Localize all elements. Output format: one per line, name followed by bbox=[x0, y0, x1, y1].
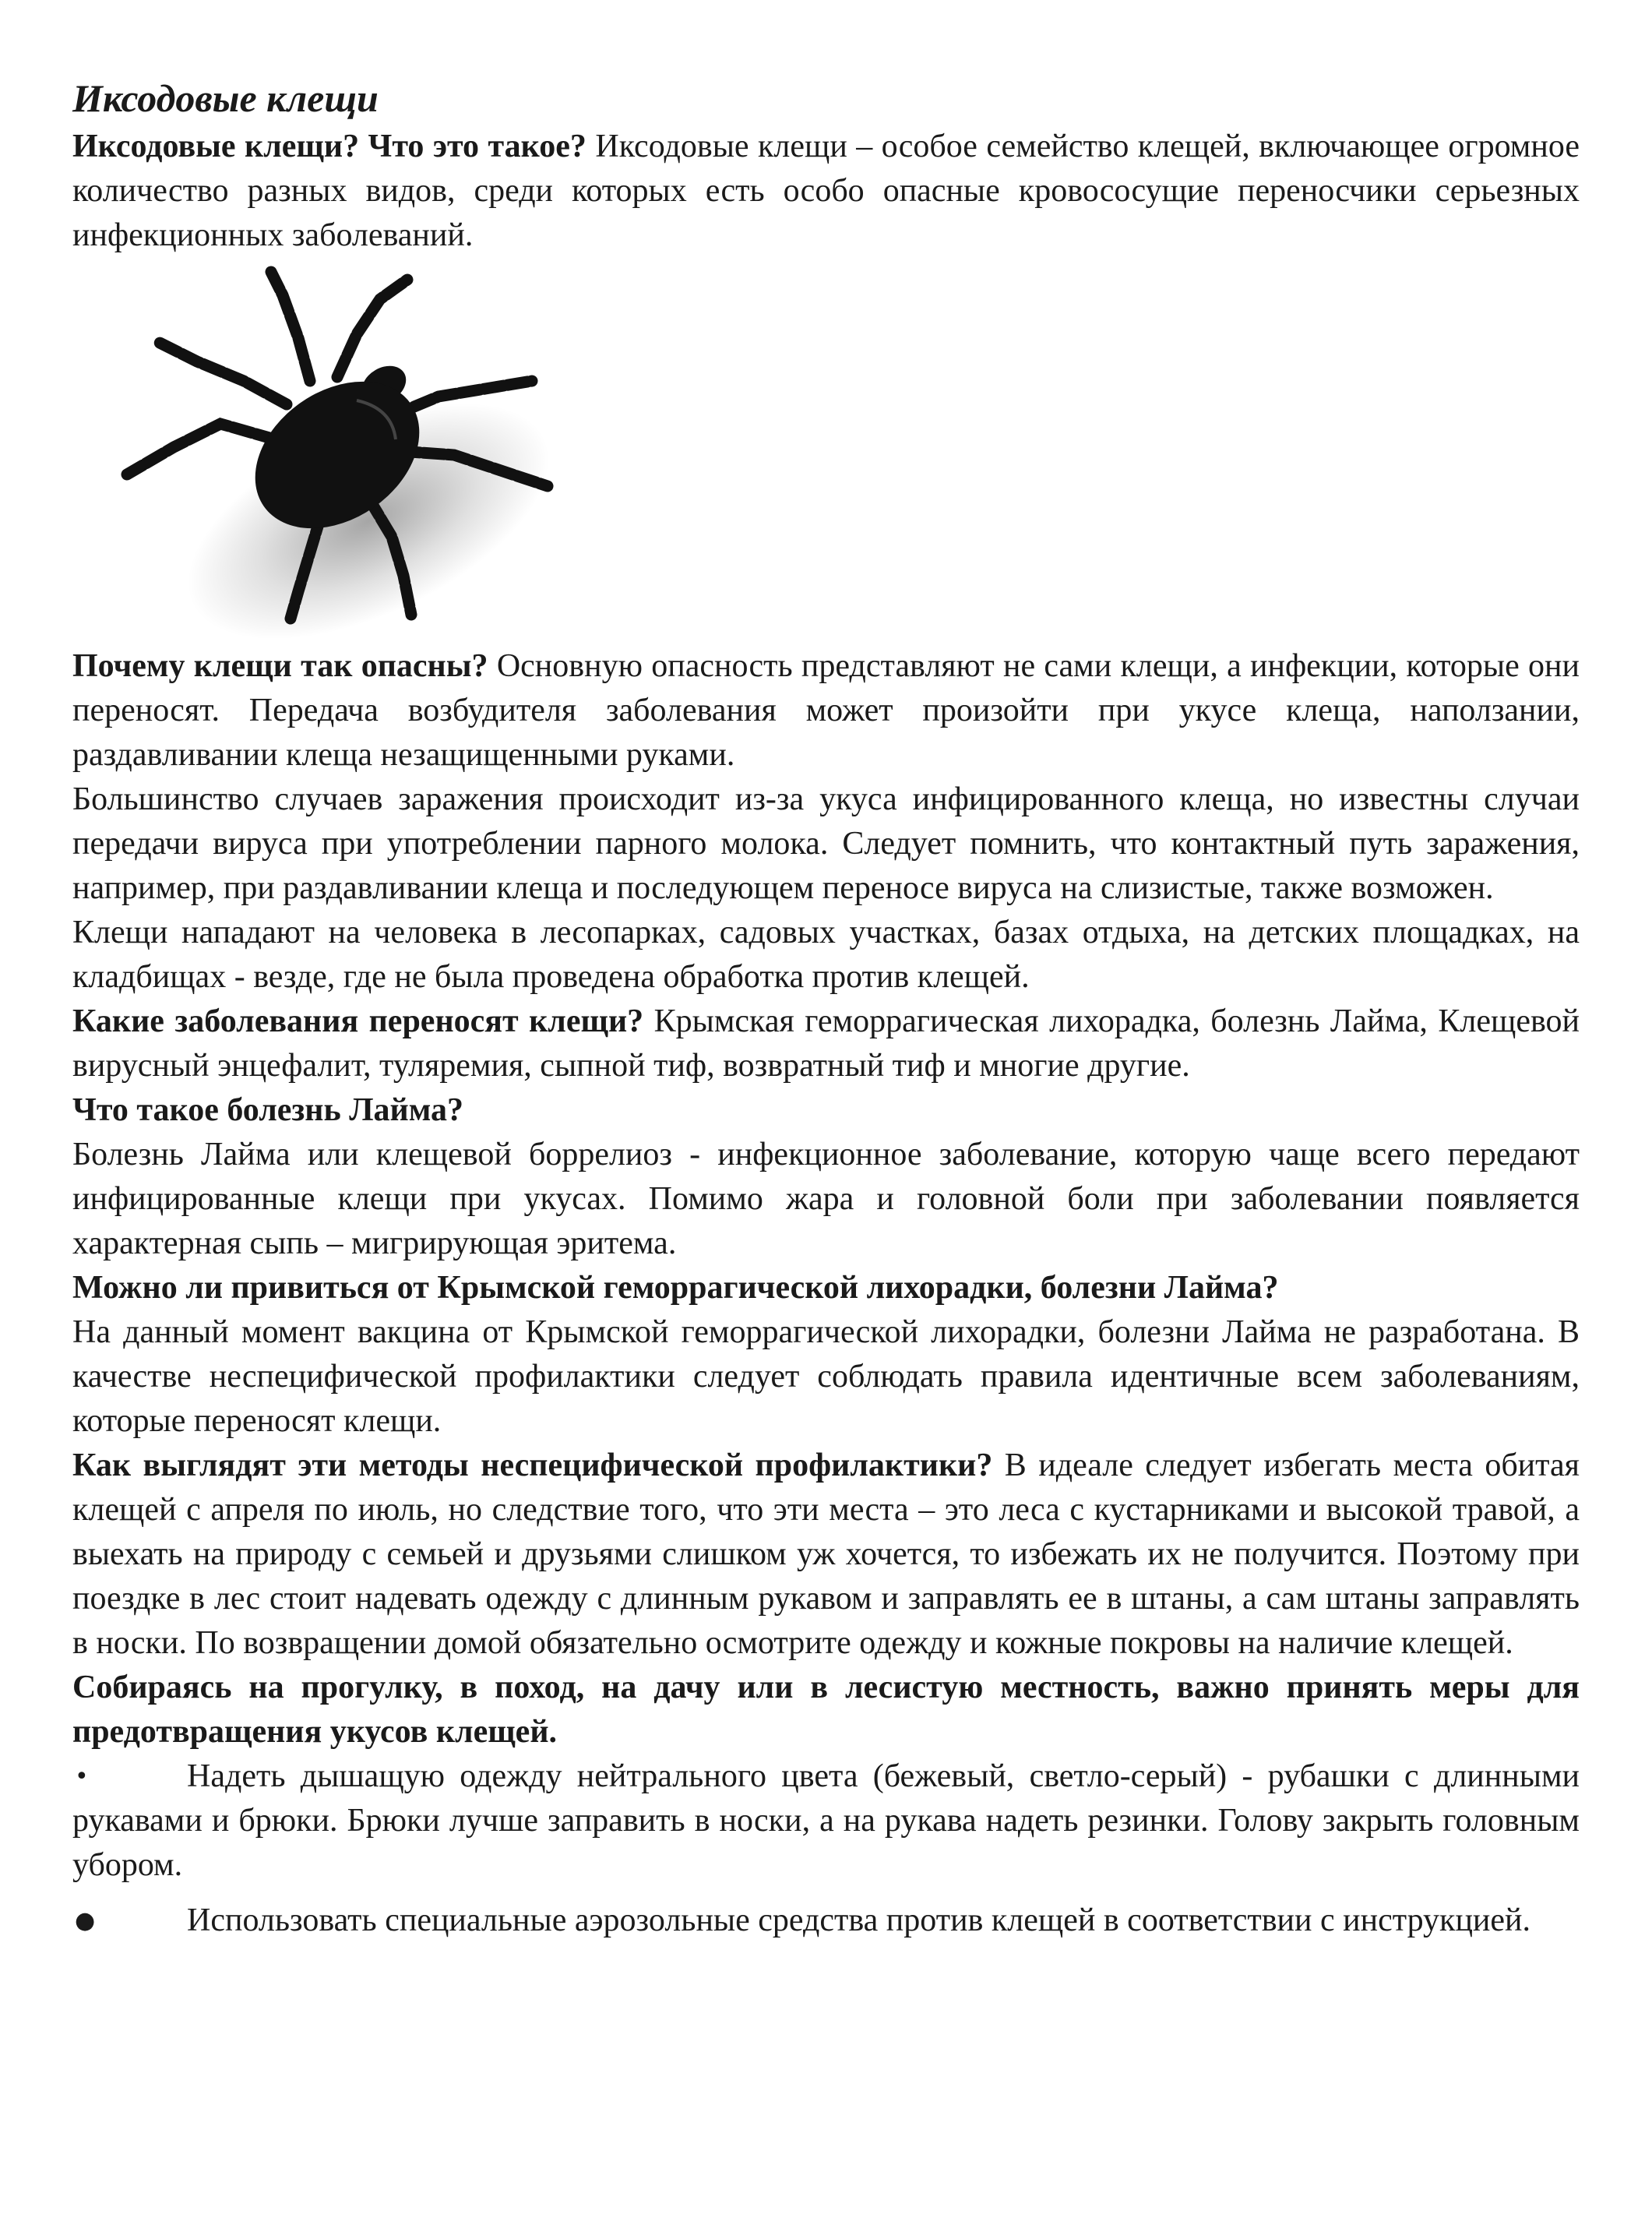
document-page bbox=[72, 0, 1580, 1943]
measures-heading: Собираясь на прогулку, в поход, на дачу или в лесистую местность, важно принять меры для предотвращения укусов клещей. bbox=[72, 1670, 1580, 1750]
infection-paragraph: Большинство случаев заражения происходит из-за укуса инфицированного клеща, но известны случаи передачи вируса при употреблении парного молока. Следует помнить, что контактный путь заражения, например, при раздавливании клеща и последующем переносе вируса на слизистые, также возможен. bbox=[72, 781, 1580, 906]
prevention-paragraph bbox=[72, 1444, 1580, 1666]
places-paragraph: Клещи нападают на человека в лесопарках, садовых участках, базах отдыха, на детских площадках, на кладбищах - везде, где не была проведена обработка против клещей. bbox=[72, 915, 1580, 995]
tick-illustration bbox=[72, 264, 1580, 644]
list-item bbox=[72, 1899, 1580, 1943]
vaccine-heading: Можно ли привиться от Крымской геморрагической лихорадки, болезни Лайма? bbox=[72, 1270, 1279, 1306]
bullet-text: Использовать специальные аэрозольные средства против клещей в соответствии с инструкцией. bbox=[187, 1902, 1531, 1938]
bullet-icon: • bbox=[75, 1763, 89, 1790]
tick-icon bbox=[111, 264, 641, 638]
bullet-icon: ● bbox=[75, 1907, 96, 1934]
diseases-question: Какие заболевания переносят клещи? bbox=[72, 1003, 644, 1039]
danger-question: Почему клещи так опасны? bbox=[72, 648, 488, 684]
danger-text: Основную опасность представляют не сами клещи, а инфекции, которые они переносят. Передача возбудителя заболевания может произойти при укусе клеща, наползании, раздавливании клеща незащищенными руками. bbox=[72, 648, 1580, 773]
prevention-text: В идеале следует избегать места обитая клещей с апреля по июль, но следствие того, что эти места – это леса с кустарниками и высокой травой, а выехать на природу с семьей и друзьями слишком уж хочется, то избежать их не получится. Поэтому при поездке в лес стоит надевать одежду с длинным рукавом и заправлять ее в штаны, а сам штаны заправлять в носки. По возвращении домой обязательно осмотрите одежду и кожные покровы на наличие клещей. bbox=[72, 1447, 1580, 1661]
intro-text: Иксодовые клещи – особое семейство клещей, включающее огромное количество разных видов, среди которых есть особо опасные кровососущие переносчики серьезных инфекционных заболеваний. bbox=[72, 129, 1580, 253]
vaccine-paragraph: На данный момент вакцина от Крымской геморрагической лихорадки, болезни Лайма не разработана. В качестве неспецифической профилактики следует соблюдать правила идентичные всем заболеваниям, которые переносят клещи. bbox=[72, 1314, 1580, 1439]
diseases-text: Крымская геморрагическая лихорадка, болезнь Лайма, Клещевой вирусный энцефалит, туляремия, сыпной тиф, возвратный тиф и многие другие. bbox=[72, 1003, 1580, 1084]
diseases-paragraph bbox=[72, 1000, 1580, 1088]
lyme-heading: Что такое болезнь Лайма? bbox=[72, 1092, 464, 1128]
danger-paragraph bbox=[72, 644, 1580, 778]
page-title: Иксодовые клещи bbox=[72, 76, 379, 120]
lyme-paragraph: Болезнь Лайма или клещевой боррелиоз - инфекционное заболевание, которую чаще всего передают инфицированные клещи при укусах. Помимо жара и головной боли при заболевании появляется характерная сыпь – мигрирующая эритема. bbox=[72, 1137, 1580, 1261]
intro-question: Иксодовые клещи? Что это такое? bbox=[72, 129, 586, 164]
list-item bbox=[72, 1754, 1580, 1888]
prevention-question: Как выглядят эти методы неспецифической профилактики? bbox=[72, 1447, 993, 1483]
bullet-text: Надеть дышащую одежду нейтрального цвета (бежевый, светло-серый) - рубашки с длинными рукавами и брюки. Брюки лучше заправить в носки, а на рукава надеть резинки. Голову закрыть головным убором. bbox=[72, 1758, 1580, 1883]
intro-paragraph bbox=[72, 125, 1580, 258]
